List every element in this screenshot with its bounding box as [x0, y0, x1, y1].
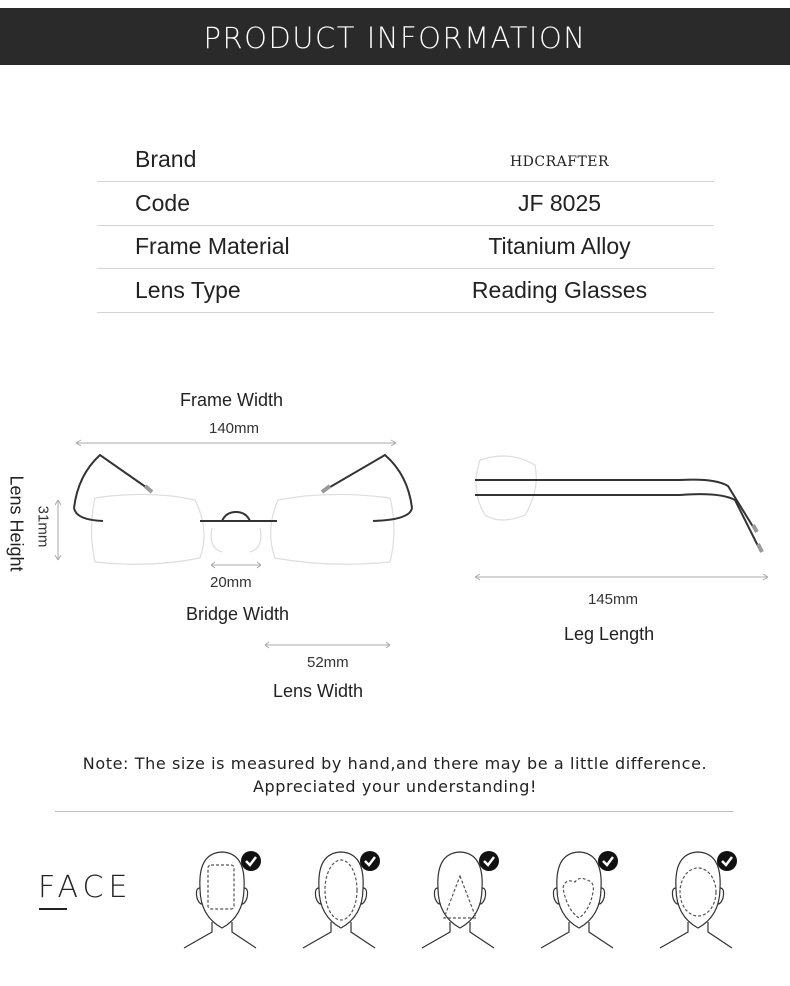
frame-width-label: Frame Width — [180, 390, 284, 410]
spec-value: JF 8025 — [517, 190, 602, 216]
divider — [55, 811, 733, 812]
check-icon — [479, 851, 499, 871]
note-line-1: Note: The size is measured by hand,and there may be a little difference. — [82, 754, 708, 773]
bridge-width-label: Bridge Width — [186, 604, 290, 624]
lens-height-label: Lens Height — [6, 475, 27, 572]
spec-label: Brand — [135, 146, 197, 172]
face-shape-oval — [297, 848, 407, 958]
spec-label: Frame Material — [135, 233, 290, 259]
check-icon — [598, 851, 618, 871]
lens-width-label: Lens Width — [273, 681, 364, 701]
spec-row-brand — [97, 138, 714, 182]
spec-value: Reading Glasses — [471, 277, 648, 303]
face-underline — [39, 908, 67, 910]
header-banner: PRODUCT INFORMATION — [0, 8, 790, 65]
face-shape-rectangle — [178, 848, 288, 958]
check-icon — [717, 851, 737, 871]
check-icon — [241, 851, 261, 871]
spec-row-lens-type — [97, 269, 714, 313]
spec-value: Titanium Alloy — [488, 233, 631, 259]
spec-row-code — [97, 182, 714, 226]
frame-width-value: 140mm — [209, 420, 260, 437]
bridge-width-value: 20mm — [210, 574, 252, 591]
face-title: FACE — [38, 870, 133, 905]
size-note — [0, 752, 790, 798]
spec-row-frame-material — [97, 225, 714, 269]
lens-width-value: 52mm — [307, 654, 349, 671]
face-shape-round — [654, 848, 764, 958]
spec-label: Code — [135, 190, 190, 216]
leg-length-value: 145mm — [588, 591, 639, 608]
face-shape-triangle — [416, 848, 526, 958]
leg-length-label: Leg Length — [564, 624, 655, 644]
check-icon — [360, 851, 380, 871]
spec-value: HDCRAFTER — [509, 154, 610, 170]
spec-label: Lens Type — [135, 277, 241, 303]
lens-height-value: 31mm — [34, 505, 52, 548]
note-line-2: Appreciated your understanding! — [252, 777, 538, 796]
face-shape-heart — [535, 848, 645, 958]
glasses-diagram — [0, 380, 790, 700]
